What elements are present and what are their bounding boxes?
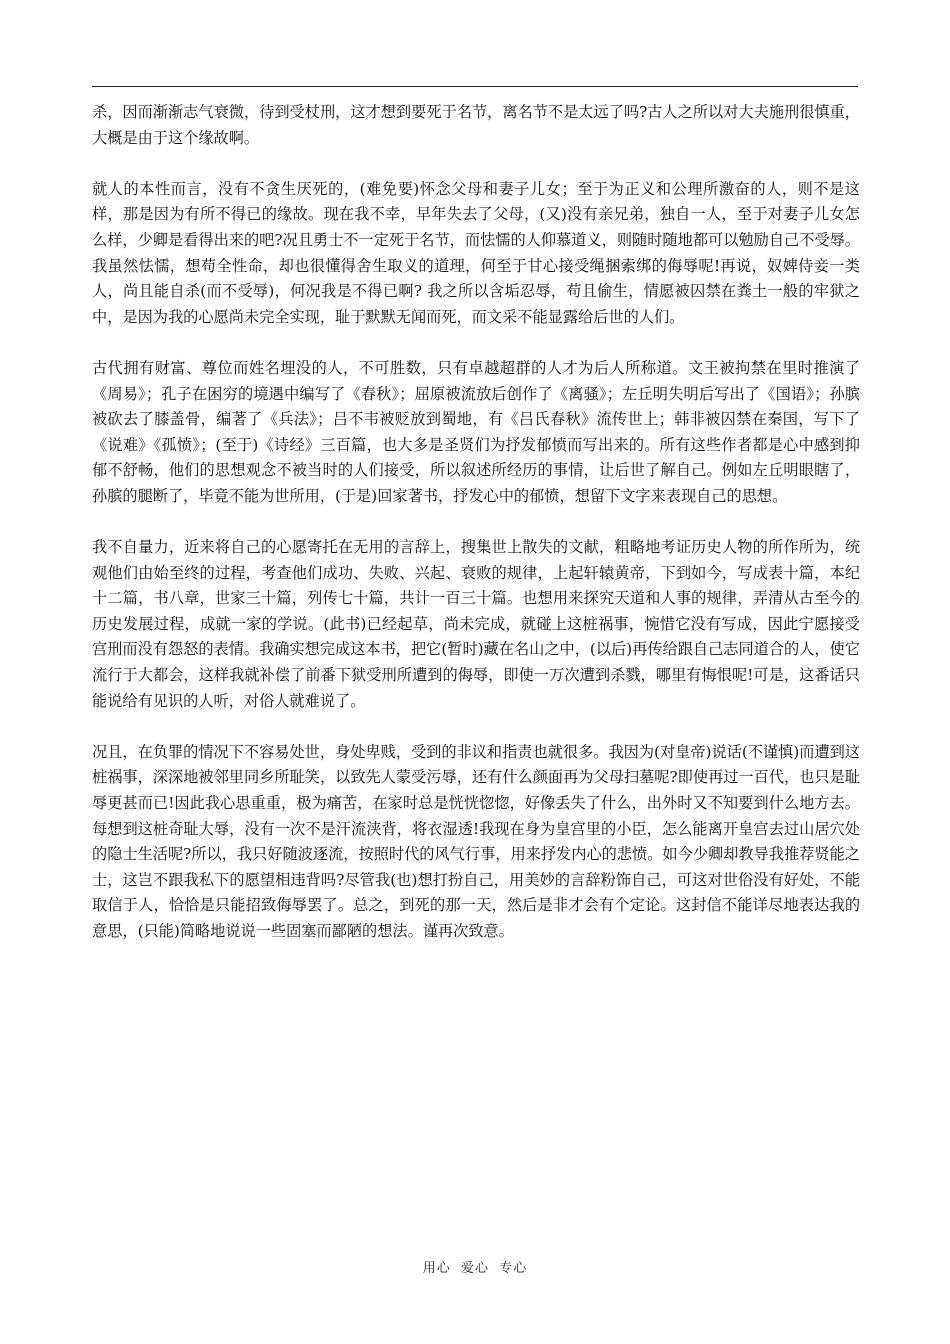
- paragraph-3: 古代拥有财富、尊位而姓名埋没的人，不可胜数，只有卓越超群的人才为后人所称道。文王被拘禁在里时推演了《周易》；孔子在困穷的境遇中编写了《春秋》；屈原被流放后创作了《离骚》；左丘明失明后写出了《国语》；孙膑被砍去了膝盖骨，编著了《兵法》；吕不韦被贬放到蜀地，有《吕氏春秋》流传世上；韩非被囚禁在秦国，写下了《说难》《孤愤》；(至于)《诗经》三百篇，也大多是圣贤们为抒发郁愤而写出来的。所有这些作者都是心中感到抑郁不舒畅，他们的思想观念不被当时的人们接受，所以叙述所经历的事情，让后世了解自己。例如左丘明眼瞎了，孙膑的腿断了，毕竟不能为世所用，(于是)回家著书，抒发心中的郁愤，想留下文字来表现自己的思想。: [92, 358, 860, 505]
- paragraph-2: 就人的本性而言，没有不贪生厌死的，(难免要)怀念父母和妻子儿女；至于为正义和公理所激奋的人，则不是这样，那是因为有所不得已的缘故。现在我不幸，早年失去了父母，(又)没有亲兄弟，独自一人，至于对妻子儿女怎么样，少卿是看得出来的吧?况且勇士不一定死于名节，而怯懦的人仰慕道义，则随时随地都可以勉励自己不受辱。我虽然怯懦，想苟全性命，却也很懂得舍生取义的道理，何至于甘心接受绳捆索绑的侮辱呢!再说，奴婢侍妾一类人，尚且能自杀(而不受辱)，何况我是不得已啊? 我之所以含垢忍辱，苟且偷生，情愿被囚禁在粪土一般的牢狱之中，是因为我的心愿尚未完全实现，耻于默默无闻而死，而文采不能显露给后世的人们。: [92, 179, 860, 326]
- header-divider: [92, 86, 858, 87]
- document-body: [92, 100, 860, 970]
- paragraph-4: 我不自量力，近来将自己的心愿寄托在无用的言辞上，搜集世上散失的文献，粗略地考证历史人物的所作所为，统观他们由始至终的过程，考查他们成功、失败、兴起、衰败的规律，上起轩辕黄帝，下到如今，写成表十篇，本纪十二篇，书八章，世家三十篇，列传七十篇，共计一百三十篇。也想用来探究天道和人事的规律，弄清从古至今的历史发展过程，成就一家的学说。(此书)已经起草，尚未完成，就碰上这桩祸事，惋惜它没有写成，因此宁愿接受宫刑而没有怨怒的表情。我确实想完成这本书，把它(暂时)藏在名山之中，(以后)再传给跟自己志同道合的人，使它流行于大都会，这样我就补偿了前番下狱受刑所遭到的侮辱，即使一万次遭到杀戮，哪里有悔恨呢!可是，这番话只能说给有见识的人听，对俗人就难说了。: [92, 538, 860, 710]
- paragraph-5: 况且，在负罪的情况下不容易处世，身处卑贱，受到的非议和指责也就很多。我因为(对皇帝)说话(不谨慎)而遭到这桩祸事，深深地被邻里同乡所耻笑，以致先人蒙受污辱，还有什么颜面再为父母扫墓呢?即使再过一百代，也只是耻辱更甚而已!因此我心思重重，极为痛苦，在家时总是恍恍惚惚，好像丢失了什么，出外时又不知要到什么地方去。每想到这桩奇耻大辱，没有一次不是汗流浃背，将衣湿透!我现在身为皇宫里的小臣，怎么能离开皇宫去过山居穴处的隐士生活呢?所以，我只好随波逐流，按照时代的风气行事，用来抒发内心的悲愤。如今少卿却教导我推荐贤能之士，这岂不跟我私下的愿望相违背吗?尽管我(也)想打扮自己，用美妙的言辞粉饰自己，可这对世俗没有好处，不能取信于人，恰恰是只能招致侮辱罢了。总之，到死的那一天，然后是非才会有个定论。这封信不能详尽地表达我的意思，(只能)简略地说说一些固塞而鄙陋的想法。谨再次致意。: [92, 742, 860, 940]
- paragraph-1: 杀，因而渐渐志气衰微，待到受杖刑，这才想到要死于名节，离名节不是太远了吗?古人之所以对大夫施刑很慎重，大概是由于这个缘故啊。: [92, 103, 860, 147]
- page-footer: 用心 爱心 专心: [422, 1261, 528, 1276]
